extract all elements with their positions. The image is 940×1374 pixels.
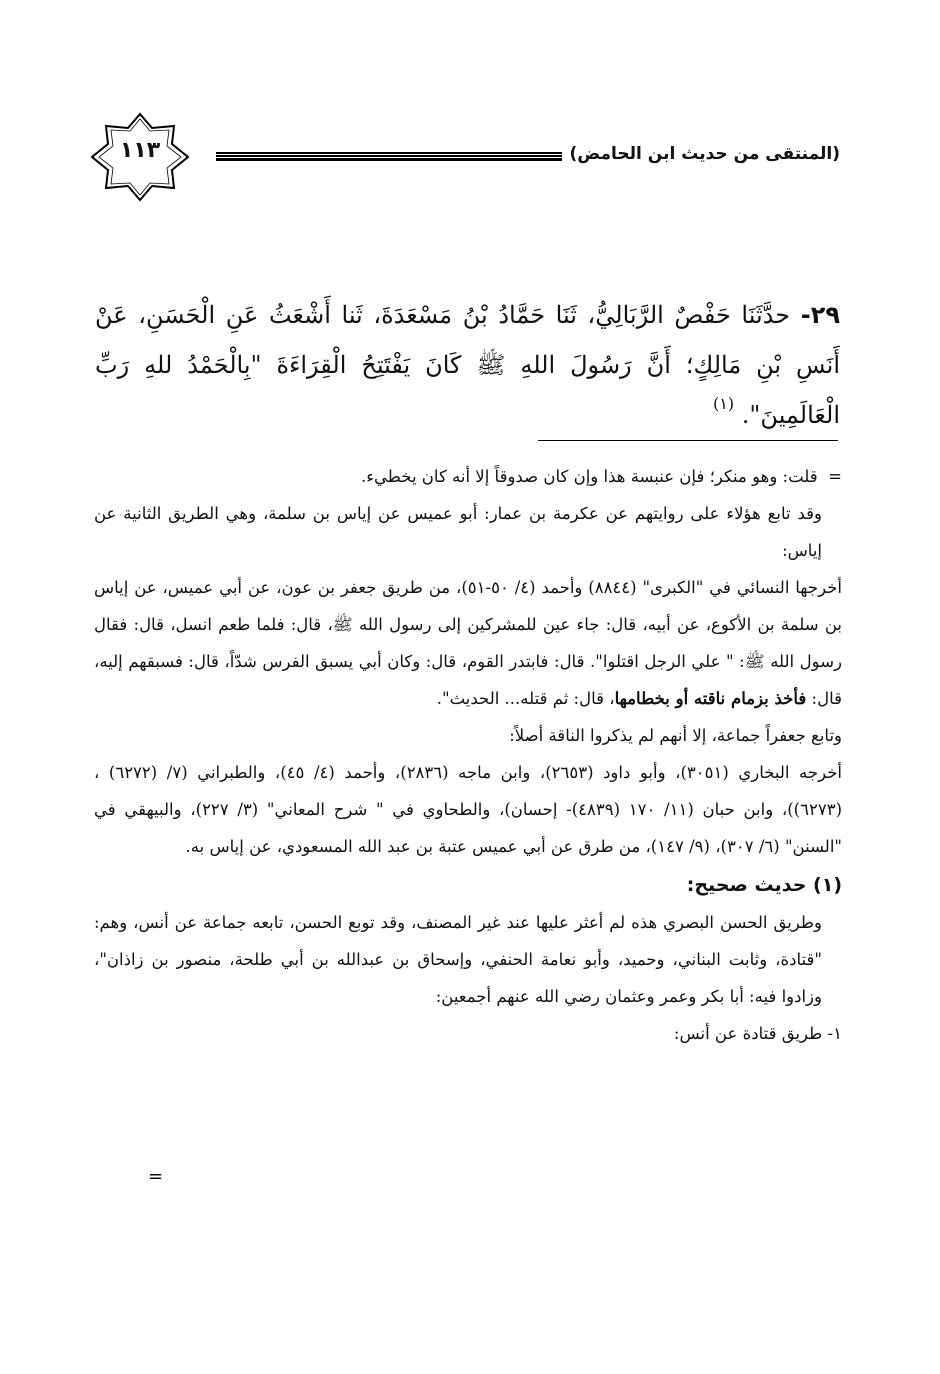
page-end-marker: = (148, 1166, 164, 1187)
note-text: ، قال: ثم قتله... الحديث". (436, 689, 615, 708)
note-text: أخرجها النسائي في "الكبرى" (٨٨٤٤) وأحمد (٤/ ٥٠-٥١)، من طريق جعفر بن عون، عن أبي عميس، عن إياس بن سلمة بن الأكوع، عن أبيه، قال: جاء عين للمشركين إلى رسول الله ﷺ، قال: فلما طعم انسل، قال: فقال رسول الله ﷺ: " علي الرجل اقتلوا". قال: فابتدر القوم، قال: وكان أبي يسبق الفرس شدّاً، قال: فسبقهم إليه، قال: (94, 578, 842, 708)
page-number: ١١٣ (119, 138, 161, 163)
note-paragraph-6: وطريق الحسن البصري هذه لم أعثر عليها عند غير المصنف، وقد توبع الحسن، تابعه جماعة عن أنس، وهم: "قتادة، وثابت البناني، وحميد، وأبو نعامة الحنفي، وإسحاق بن عبدالله بن أبي طلحة، منصور بن زاذان"، وزادوا فيه: أبا بكر وعمر وعثمان رضي الله عنهم أجمعين: (94, 913, 822, 1006)
hadith-text: حدَّثَنَا حَفْصٌ الرَّبَالِيُّ، ثَنَا حَمَّادُ بْنُ مَسْعَدَةَ، ثَنا أَشْعَثُ عَنِ الْحَسَنِ، عَنْ أَنَسِ بْنِ مَالِكٍ؛ أَنَّ رَسُولَ اللهِ ﷺ كَانَ يَفْتَتِحُ الْقِرَاءَةَ "بِالْحَمْدُ للهِ رَبِّ الْعَالَمِينَ". (95, 301, 840, 429)
hadith-number: ٢٩- (800, 301, 840, 329)
note-paragraph-4: وتابع جعفراً جماعة، إلا أنهم لم يذكروا الناقة أصلاً: (509, 726, 842, 745)
note-paragraph-5: أخرجه البخاري (٣٠٥١)، وأبو داود (٢٦٥٣)، وابن ماجه (٢٨٣٦)، وأحمد (٤/ ٤٥)، والطبراني (٧/ (٦٢٧٢) ، (٦٢٧٣))، وابن حبان (١١/ ١٧٠ (٤٨٣٩)- إحسان)، والطحاوي في " شرح المعاني" (٣/ ٢٢٧)، والبيهقي في "السنن" (٦/ ٣٠٧)، (٩/ ١٤٧)، من طرق عن أبي عميس عتبة بن عبد الله المسعودي، عن إياس به. (94, 763, 842, 856)
running-header-title: (المنتقى من حديث ابن الحامض) (569, 144, 840, 164)
note-paragraph-3 (94, 569, 842, 717)
note-paragraph-1 (94, 458, 842, 495)
note-bold-text: فأخذ بزمام ناقته أو بخطامها (614, 689, 807, 708)
footnote-1-heading: (١) حديث صحيح: (686, 874, 842, 896)
note-text: قلت: وهو منكر؛ فإن عنبسة هذا وإن كان صدوقاً إلا أنه كان يخطيء. (361, 467, 818, 486)
hadith-29 (95, 290, 840, 443)
footnotes (94, 458, 842, 1052)
note-paragraph-7: ١- طريق قتادة عن أنس: (673, 1024, 842, 1043)
continuation-marker: = (828, 467, 842, 486)
footnote-reference: (١) (713, 394, 735, 413)
note-paragraph-2: وقد تابع هؤلاء على روايتهم عن عكرمة بن عمار: أبو عميس عن إياس بن سلمة، وهي الطريق الثانية عن إياس: (94, 504, 822, 560)
header-rule (216, 152, 562, 161)
footnote-separator (538, 440, 838, 441)
